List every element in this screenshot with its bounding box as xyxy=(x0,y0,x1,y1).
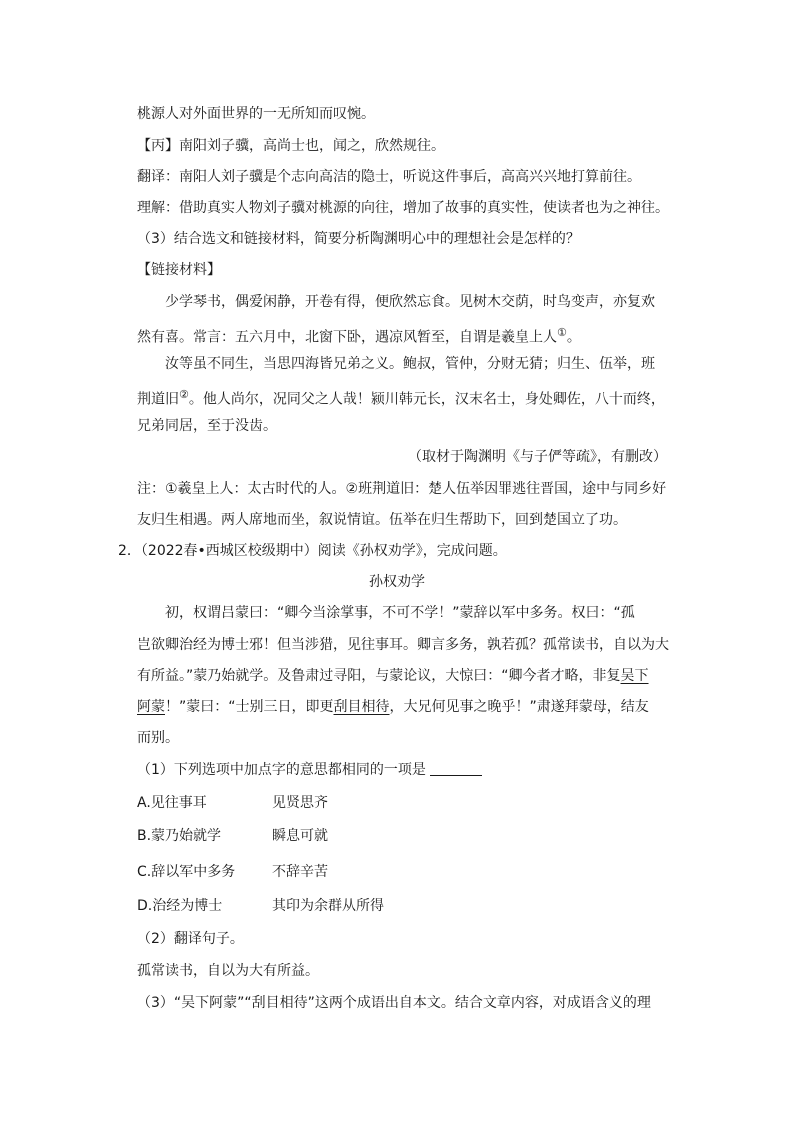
passage-text: ！”蒙曰：“士别三日，即更 xyxy=(165,699,334,715)
text-line: 理解：借助真实人物刘子骥对桃源的向往，增加了故事的真实性，使读者也为之神往。 xyxy=(137,200,669,216)
option-c xyxy=(137,862,328,882)
passage-line: 汝等虽不同生，当思四海皆兄弟之义。鲍叔，管仲，分财无猜；归生、伍举，班 xyxy=(165,356,655,372)
passage-text: 。他人尚尔，况同父之人哉！颍川韩元长，汉末名士，身处卿佐，八十而终， xyxy=(188,391,665,408)
option-label: B.蒙乃始就学 xyxy=(137,828,222,844)
passage-line xyxy=(137,666,649,686)
sub-question-2: （2）翻译句子。 xyxy=(137,931,244,947)
passage-title: 孙权劝学 xyxy=(369,574,425,590)
underlined-phrase: 刮目相待 xyxy=(333,699,390,715)
passage-text: 荆道旧 xyxy=(137,391,179,408)
passage-text: 有所益。”蒙乃始就学。及鲁肃过寻阳，与蒙论议，大惊曰：“卿今者才略，非复 xyxy=(137,668,621,684)
answer-blank[interactable] xyxy=(430,761,482,776)
passage-line: 兄弟同居，至于没齿。 xyxy=(137,418,277,434)
passage-text: ，大兄何见事之晚乎！”肃遂拜蒙母，结友 xyxy=(389,699,649,715)
passage-line xyxy=(137,385,665,410)
passage-line: 初，权谓吕蒙曰：“卿今当涂掌事，不可不学！”蒙辞以军中多务。权曰：“孤 xyxy=(165,605,635,621)
text-line: 【丙】南阳刘子骥，高尚士也，闻之，欣然规往。 xyxy=(137,138,445,154)
passage-text: 然有喜。常言：五六月中，北窗下卧，遇凉风暂至，自谓是羲皇上人 xyxy=(137,329,557,346)
passage-line xyxy=(137,323,581,348)
passage-line: 少学琴书，偶爱闲静，开卷有得，便欣然忘食。见树木交荫，时鸟变声，亦复欢 xyxy=(165,294,655,310)
source-citation: （取材于陶渊明《与子俨等疏》，有删改） xyxy=(408,449,667,465)
underlined-phrase: 吴下 xyxy=(620,668,649,684)
text-line: 桃源人对外面世界的一无所知而叹惋。 xyxy=(137,106,375,122)
sub-question-1 xyxy=(137,760,482,780)
passage-line: 岂欲卿治经为博士邪！但当涉猎，见往事耳。卿言多务，孰若孤？孤常读书，自以为大 xyxy=(137,637,669,653)
note-line: 注：①羲皇上人：太古时代的人。②班荆道旧：楚人伍举因罪逃往晋国，途中与同乡好 xyxy=(137,481,667,497)
footnote-mark: ② xyxy=(179,388,189,401)
option-compare: 瞬息可就 xyxy=(272,828,328,844)
option-a xyxy=(137,793,328,813)
link-material-heading: 【链接材料】 xyxy=(137,262,221,278)
passage-line xyxy=(137,697,649,717)
option-compare: 其印为余群从所得 xyxy=(272,898,384,914)
text-line: 翻译：南阳人刘子骥是个志向高洁的隐士，听说这件事后，高高兴兴地打算前往。 xyxy=(137,169,641,185)
passage-line: 而别。 xyxy=(137,730,179,746)
option-label: D.治经为博士 xyxy=(137,898,223,914)
option-label: C.辞以军中多务 xyxy=(137,864,236,880)
option-compare: 见贤思齐 xyxy=(272,795,328,811)
passage-text: 。 xyxy=(566,329,581,346)
sentence-to-translate: 孤常读书，自以为大有所益。 xyxy=(137,963,319,979)
footnote-mark: ① xyxy=(557,326,567,339)
option-b xyxy=(137,826,328,846)
question-2-title: 2．（2022春•西城区校级期中）阅读《孙权劝学》，完成问题。 xyxy=(118,543,507,559)
option-label: A.见往事耳 xyxy=(137,795,207,811)
question-3-line: （3）结合选文和链接材料，简要分析陶渊明心中的理想社会是怎样的？ xyxy=(137,231,580,247)
underlined-phrase: 阿蒙 xyxy=(137,699,165,715)
option-d xyxy=(137,896,384,916)
note-line: 友归生相遇。两人席地而坐，叙说情谊。伍举在归生帮助下，回到楚国立了功。 xyxy=(137,512,627,528)
sub-question-3: （3）“吴下阿蒙”“刮目相待”这两个成语出自本文。结合文章内容，对成语含义的理 xyxy=(137,995,651,1011)
question-text: （1）下列选项中加点字的意思都相同的一项是 xyxy=(137,762,426,778)
option-compare: 不辞辛苦 xyxy=(272,864,328,880)
